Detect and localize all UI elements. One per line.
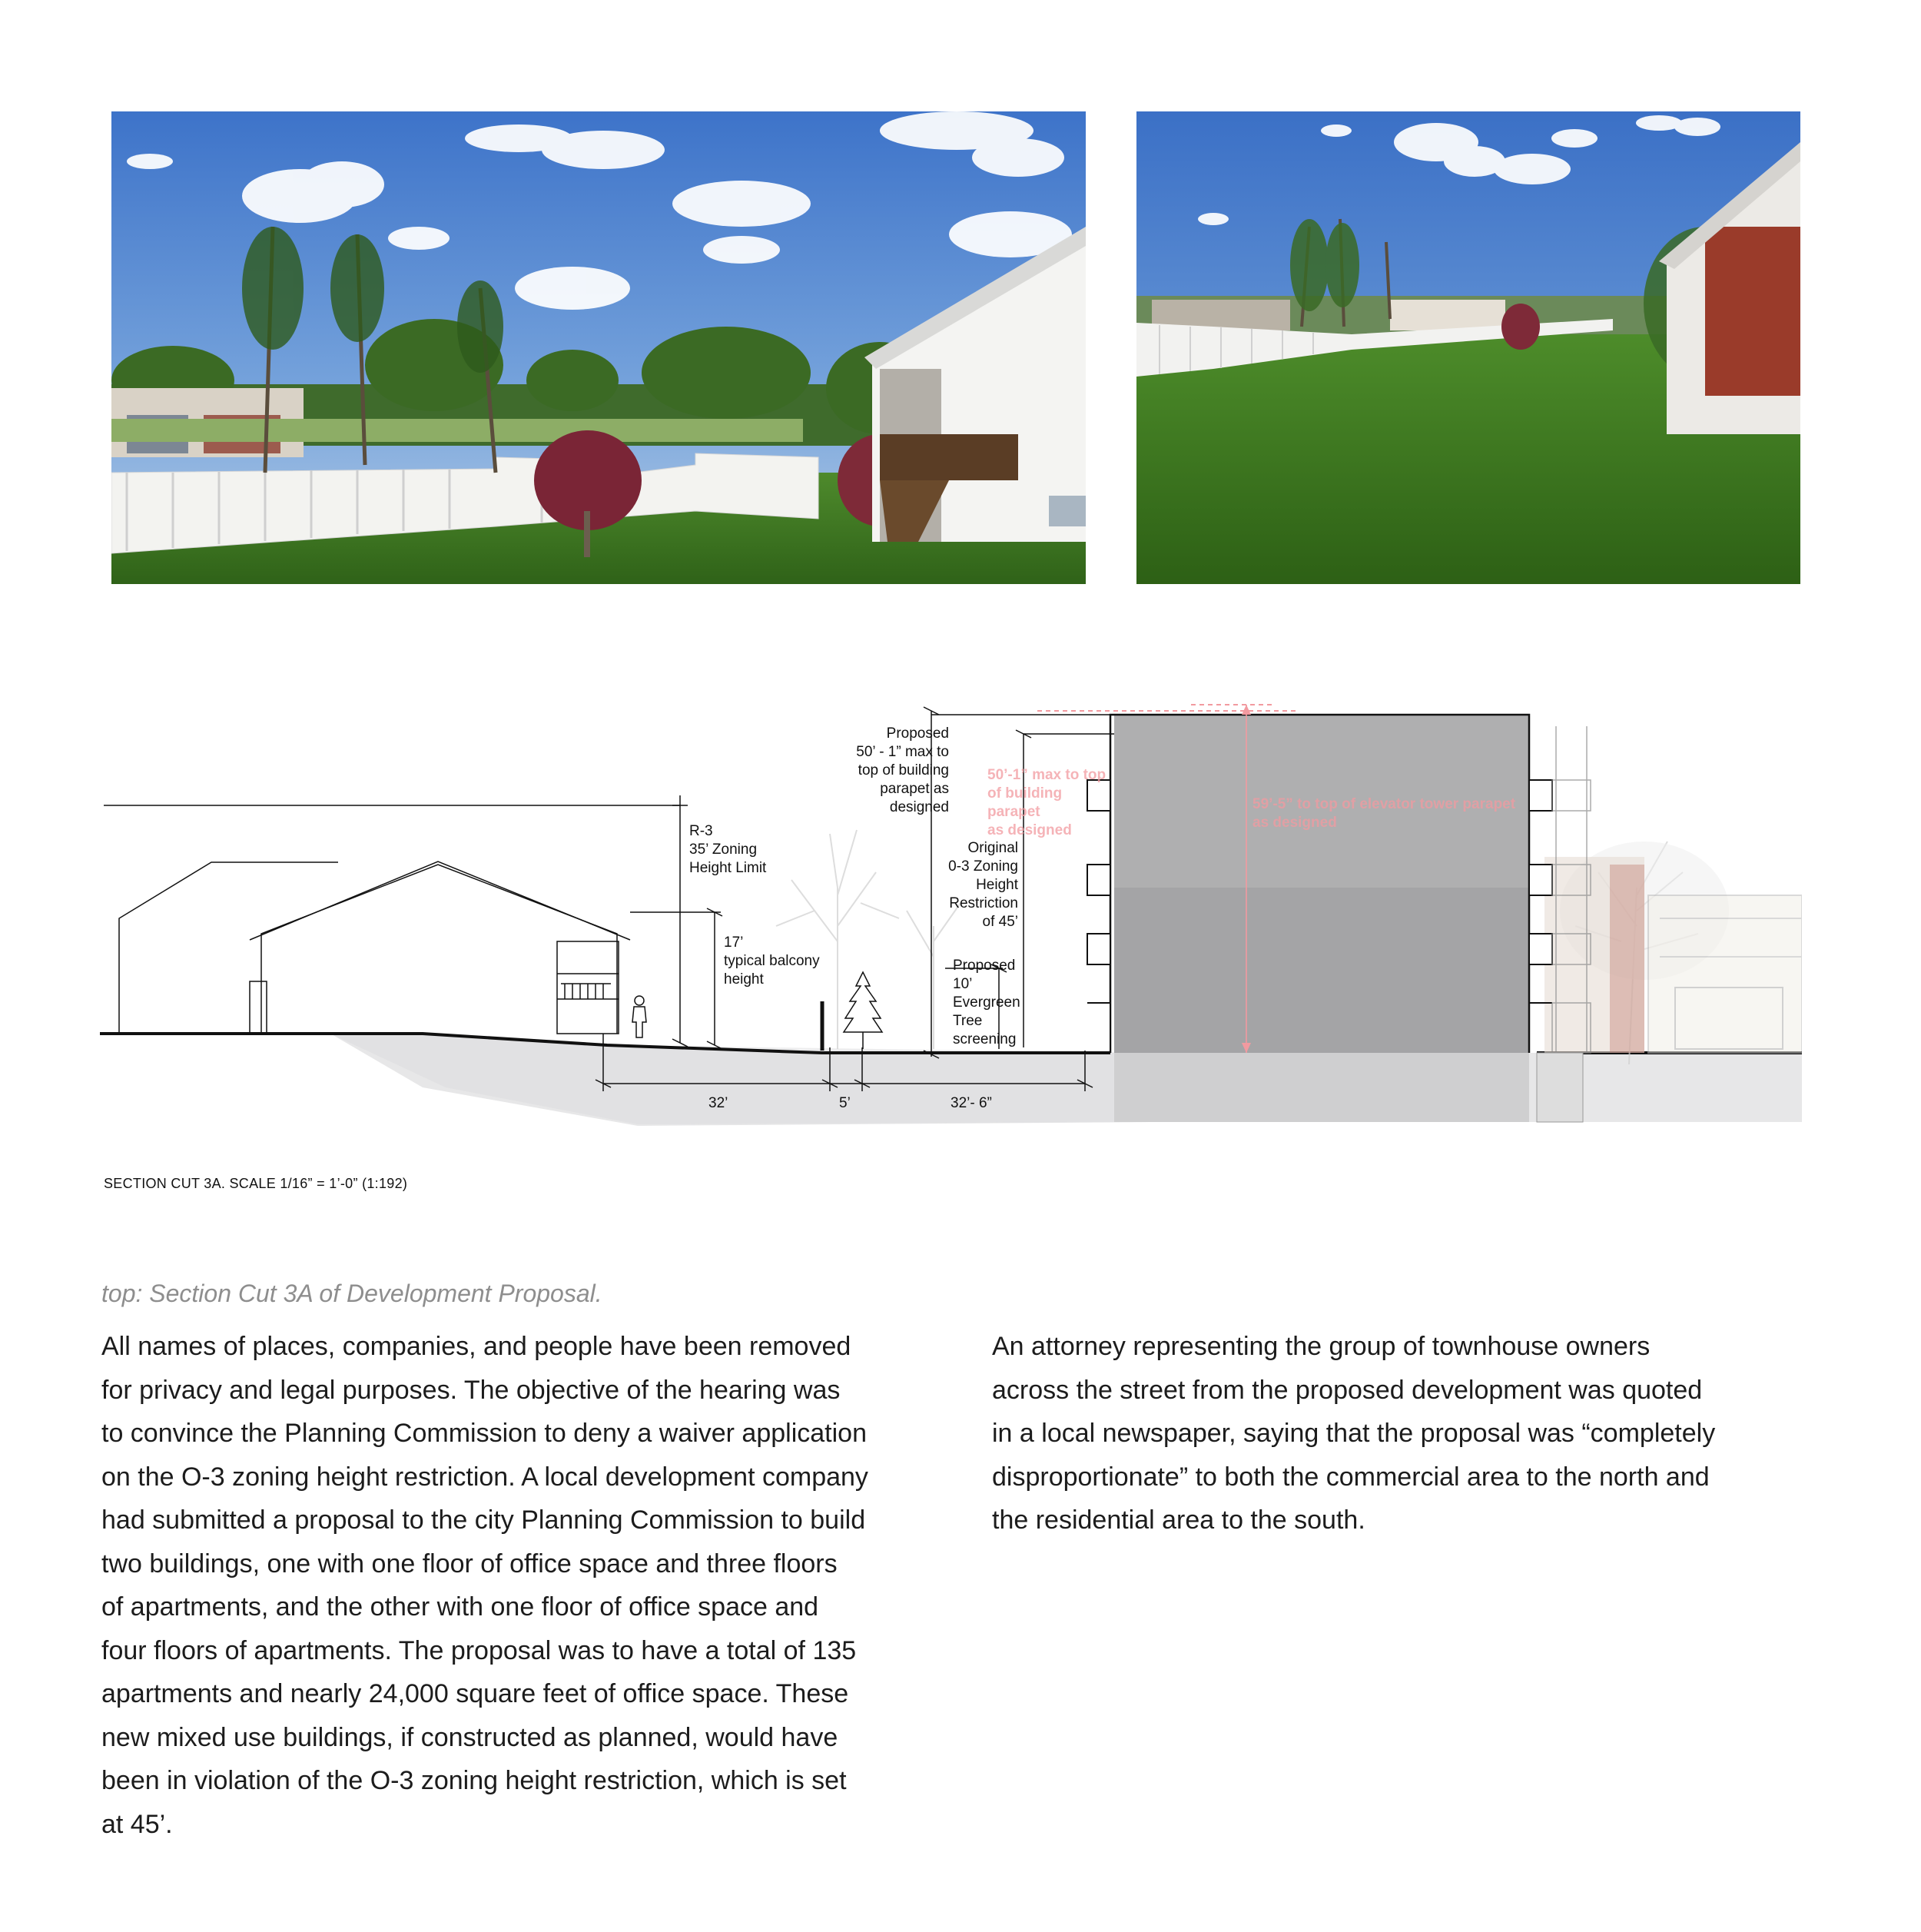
label-r3-zoning-limit: R-3 35’ Zoning Height Limit <box>689 823 767 876</box>
label-evergreen-screening: Proposed 10’ Evergreen Tree screening <box>953 958 1020 1047</box>
label-proposed-height: Proposed 50’ - 1” max to top of building parapet as designed <box>856 725 949 815</box>
proposed-building <box>1037 705 1591 1122</box>
figure-caption: top: Section Cut 3A of Development Proposal. <box>101 1280 602 1307</box>
townhouse-section <box>119 861 630 1034</box>
photo-left <box>111 111 1086 584</box>
evergreen-tree <box>844 972 882 1049</box>
label-pink-parapet: 50’-1” max to top of building parapet as designed <box>987 767 1106 838</box>
label-original-o3-restriction: Original 0-3 Zoning Height Restriction of 45’ <box>948 840 1018 930</box>
dimension-32ft-6in: 32’- 6” <box>951 1095 992 1111</box>
dimension-32ft: 32’ <box>708 1095 728 1111</box>
section-cut-3a-drawing <box>100 695 1802 1157</box>
body-text-right-column: An attorney representing the group of townhouse owners across the street from the proposed development was quoted in a local newspaper, saying that the proposal was “completely disproportionate” to both the commercial area to the north and the residential area to the south. <box>992 1332 1716 1535</box>
dimension-5ft: 5’ <box>839 1095 851 1111</box>
body-text-left-column: All names of places, companies, and people have been removed for privacy and legal purposes. The objective of the hearing was to convince the Planning Commission to deny a waiver application on the O-3 zoning height restriction. A local development company had submitted a proposal to the city Planning Commission to build two buildings, one with one floor of office space and three floors of apartments, and the other with one floor of office space and four floors of apartments. The proposal was to have a total of 135 apartments and nearly 24,000 square feet of office space. These new mixed use buildings, if constructed as planned, would have been in violation of the O-3 zoning height restriction, which is set at 45’. <box>101 1332 868 1839</box>
section-caption: SECTION CUT 3A. SCALE 1/16” = 1’-0” (1:192) <box>104 1176 408 1191</box>
label-pink-elevator: 59’-5” to top of elevator tower parapet as designed <box>1252 796 1516 831</box>
backyard-photo-image <box>111 111 1086 584</box>
person-figure <box>632 996 646 1037</box>
lawn-photo-image <box>1136 111 1800 584</box>
label-balcony-height: 17’ typical balcony height <box>724 934 820 988</box>
photo-right <box>1136 111 1800 584</box>
adjacent-commercial-building <box>1648 895 1802 1053</box>
